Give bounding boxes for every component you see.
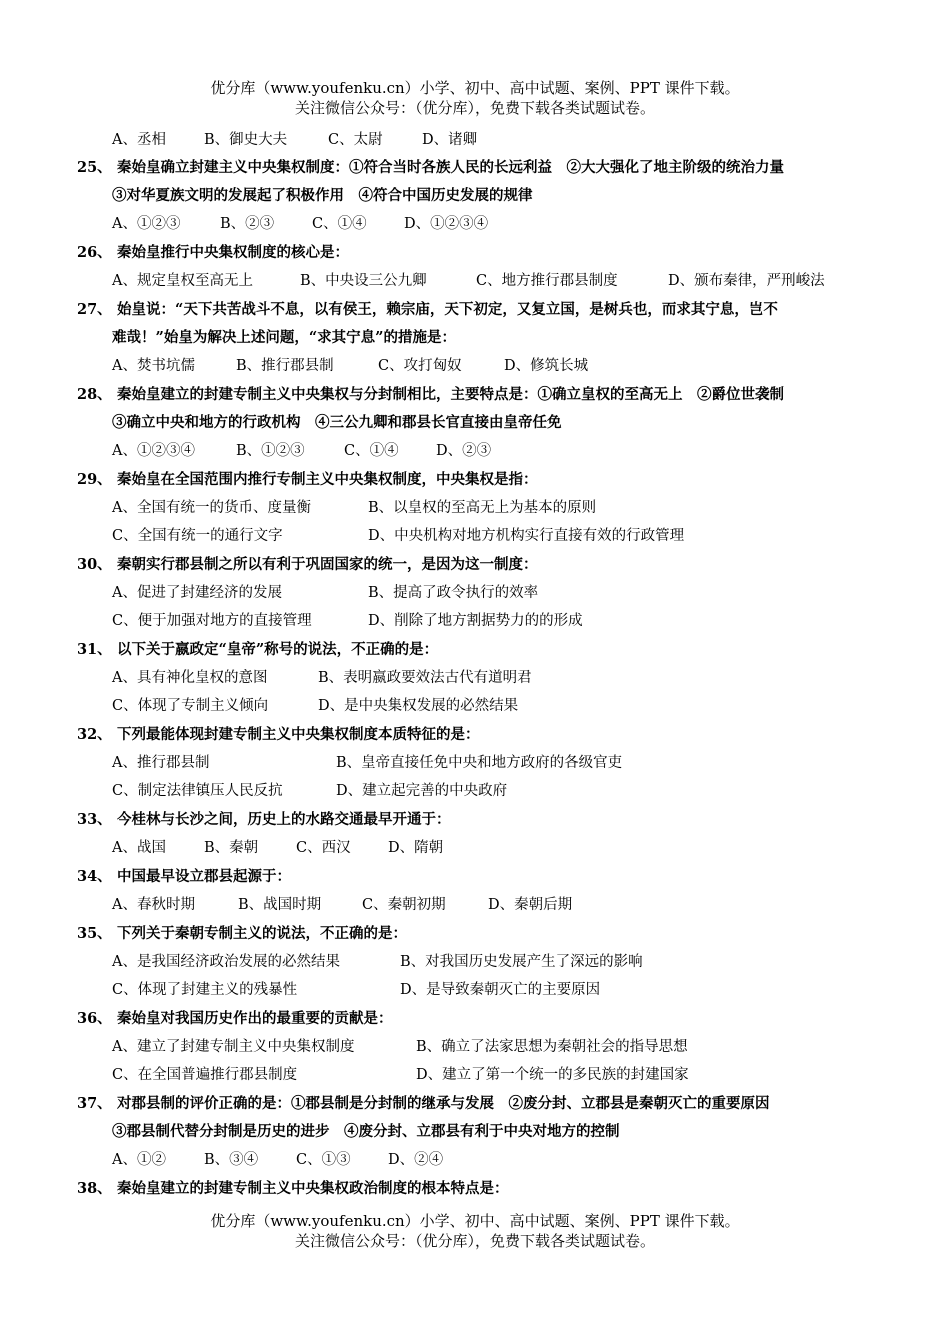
option-a: A、建立了封建专制主义中央集权制度 [112, 1039, 355, 1055]
option-a: A、战国 [112, 840, 166, 856]
footer-line-2: 关注微信公众号：（优分库），免费下载各类试题试卷。 [294, 1232, 655, 1250]
option-a: A、具有神化皇权的意图 [112, 670, 268, 686]
question-text-cont: ③郡县制代替分封制是历史的进步 ④废分封、立郡县有利于中央对地方的控制 [112, 1123, 620, 1140]
option-c: C、全国有统一的通行文字 [112, 528, 283, 544]
option-c: C、在全国普遍推行郡县制度 [112, 1067, 298, 1083]
q33-options [112, 838, 443, 858]
option-c: C、①④ [312, 216, 367, 232]
header-line-2: 关注微信公众号：（优分库），免费下载各类试题试卷。 [294, 99, 655, 117]
option-a: A、①② [112, 1152, 166, 1168]
question-text: 今桂林与长沙之间，历史上的水路交通最早开通于： [117, 811, 451, 828]
question-number: 33、 [77, 811, 112, 828]
question-text: 秦始皇建立的封建专制主义中央集权政治制度的根本特点是： [117, 1180, 509, 1197]
q31-options-row1 [112, 668, 532, 688]
option-d: D、修筑长城 [504, 358, 589, 374]
option-b: B、推行郡县制 [236, 358, 334, 374]
question-number: 34、 [77, 868, 112, 885]
option-d: D、②③ [436, 443, 492, 459]
option-d: D、建立了第一个统一的多民族的封建国家 [416, 1067, 689, 1083]
q24-options [112, 130, 477, 150]
option-a: A、规定皇权至高无上 [112, 273, 253, 289]
option-a: A、春秋时期 [112, 897, 195, 913]
question-text: 秦始皇建立的封建专制主义中央集权与分封制相比，主要特点是：①确立皇权的至高无上 ②爵位世袭制 [117, 386, 784, 403]
question-text-cont: 难哉！”始皇为解决上述问题，“求其宁息”的措施是： [112, 329, 457, 346]
question-number: 27、 [77, 301, 112, 318]
option-d: D、②④ [388, 1152, 444, 1168]
option-b: B、中央设三公九卿 [300, 273, 427, 289]
footer-line-1: 优分库（www.youfenku.cn）小学、初中、高中试题、案例、PPT 课件下载。 [210, 1212, 740, 1230]
option-c: C、制定法律镇压人民反抗 [112, 783, 283, 799]
option-c: C、西汉 [296, 840, 351, 856]
option-b: B、③④ [204, 1152, 259, 1168]
option-c: C、①③ [296, 1152, 351, 1168]
option-b: B、表明嬴政要效法古代有道明君 [318, 670, 532, 686]
question-text: 秦始皇在全国范围内推行专制主义中央集权制度，中央集权是指： [117, 471, 538, 488]
q35-options-row1 [112, 952, 643, 972]
option-b: B、以皇权的至高无上为基本的原则 [368, 500, 597, 516]
q31-options-row2 [112, 696, 518, 716]
option-d: D、隋朝 [388, 840, 444, 856]
question-text: 秦朝实行郡县制之所以有利于巩固国家的统一，是因为这一制度： [117, 556, 538, 573]
question-text: 始皇说：“天下共苦战斗不息，以有侯王，赖宗庙，天下初定，又复立国，是树兵也，而求其宁息，岂不 [117, 301, 778, 318]
option-a: A、丞相 [112, 132, 166, 148]
option-b: B、对我国历史发展产生了深远的影响 [400, 954, 643, 970]
q30-options-row2 [112, 611, 583, 631]
question-number: 35、 [77, 925, 112, 942]
question-text: 以下关于嬴政定“皇帝”称号的说法，不正确的是： [117, 641, 439, 658]
q25-options [112, 214, 488, 234]
option-b: B、战国时期 [238, 897, 322, 913]
option-d: D、是中央集权发展的必然结果 [318, 698, 519, 714]
q30-options-row1 [112, 583, 538, 603]
question-text: 中国最早设立郡县起源于： [117, 868, 291, 885]
question-number: 36、 [77, 1010, 112, 1027]
question-text: 对郡县制的评价正确的是：①郡县制是分封制的继承与发展 ②废分封、立郡县是秦朝灭亡的重要原因 [117, 1095, 770, 1112]
q32-options-row2 [112, 781, 507, 801]
question-text: 下列最能体现封建专制主义中央集权制度本质特征的是： [117, 726, 480, 743]
option-c: C、便于加强对地方的直接管理 [112, 613, 312, 629]
option-c: C、攻打匈奴 [378, 358, 462, 374]
q32-options-row1 [112, 753, 622, 773]
option-d: D、削除了地方割据势力的的形成 [368, 613, 583, 629]
question-number: 28、 [77, 386, 112, 403]
option-a: A、是我国经济政治发展的必然结果 [112, 954, 340, 970]
question-number: 30、 [77, 556, 112, 573]
question-number: 38、 [77, 1180, 112, 1197]
option-c: C、地方推行郡县制度 [476, 273, 618, 289]
option-d: D、①②③④ [404, 216, 489, 232]
option-d: D、建立起完善的中央政府 [336, 783, 508, 799]
option-a: A、全国有统一的货币、度量衡 [112, 500, 311, 516]
option-c: C、体现了封建主义的残暴性 [112, 982, 298, 998]
q28-options [112, 441, 491, 461]
question-text-cont: ③对华夏族文明的发展起了积极作用 ④符合中国历史发展的规律 [112, 187, 533, 204]
q36-options-row2 [112, 1065, 689, 1085]
question-number: 26、 [77, 244, 112, 261]
q29-options-row1 [112, 498, 596, 518]
question-number: 31、 [77, 641, 112, 658]
header-line-1: 优分库（www.youfenku.cn）小学、初中、高中试题、案例、PPT 课件下载。 [210, 79, 740, 97]
option-a: A、焚书坑儒 [112, 358, 195, 374]
q35-options-row2 [112, 980, 600, 1000]
option-b: B、提高了政令执行的效率 [368, 585, 539, 601]
q26-options [112, 271, 825, 291]
option-d: D、颁布秦律，严刑峻法 [668, 273, 825, 289]
option-b: B、御史大夫 [204, 132, 288, 148]
question-text: 下列关于秦朝专制主义的说法，不正确的是： [117, 925, 407, 942]
option-d: D、中央机构对地方机构实行直接有效的行政管理 [368, 528, 685, 544]
question-number: 29、 [77, 471, 112, 488]
question-text: 秦始皇确立封建主义中央集权制度：①符合当时各族人民的长远利益 ②大大强化了地主阶级的统治力量 [117, 159, 784, 176]
q36-options-row1 [112, 1037, 688, 1057]
q29-options-row2 [112, 526, 684, 546]
option-c: C、秦朝初期 [362, 897, 446, 913]
option-c: C、太尉 [328, 132, 383, 148]
question-number: 25、 [77, 159, 112, 176]
question-text-cont: ③确立中央和地方的行政机构 ④三公九卿和郡县长官直接由皇帝任免 [112, 414, 562, 431]
q37-options [112, 1150, 443, 1170]
question-text: 秦始皇对我国历史作出的最重要的贡献是： [117, 1010, 393, 1027]
question-number: 37、 [77, 1095, 112, 1112]
question-text: 秦始皇推行中央集权制度的核心是： [117, 244, 349, 261]
option-b: B、皇帝直接任免中央和地方政府的各级官吏 [336, 755, 623, 771]
option-b: B、确立了法家思想为秦朝社会的指导思想 [416, 1039, 688, 1055]
option-d: D、诸卿 [422, 132, 478, 148]
option-c: C、体现了专制主义倾向 [112, 698, 269, 714]
option-b: B、秦朝 [204, 840, 259, 856]
option-d: D、秦朝后期 [488, 897, 573, 913]
q27-options [112, 356, 588, 376]
option-a: A、促进了封建经济的发展 [112, 585, 282, 601]
option-c: C、①④ [344, 443, 399, 459]
option-b: B、①②③ [236, 443, 305, 459]
option-a: A、推行郡县制 [112, 755, 210, 771]
q34-options [112, 895, 572, 915]
option-a: A、①②③ [112, 216, 181, 232]
option-a: A、①②③④ [112, 443, 195, 459]
option-b: B、②③ [220, 216, 275, 232]
question-number: 32、 [77, 726, 112, 743]
option-d: D、是导致秦朝灭亡的主要原因 [400, 982, 601, 998]
